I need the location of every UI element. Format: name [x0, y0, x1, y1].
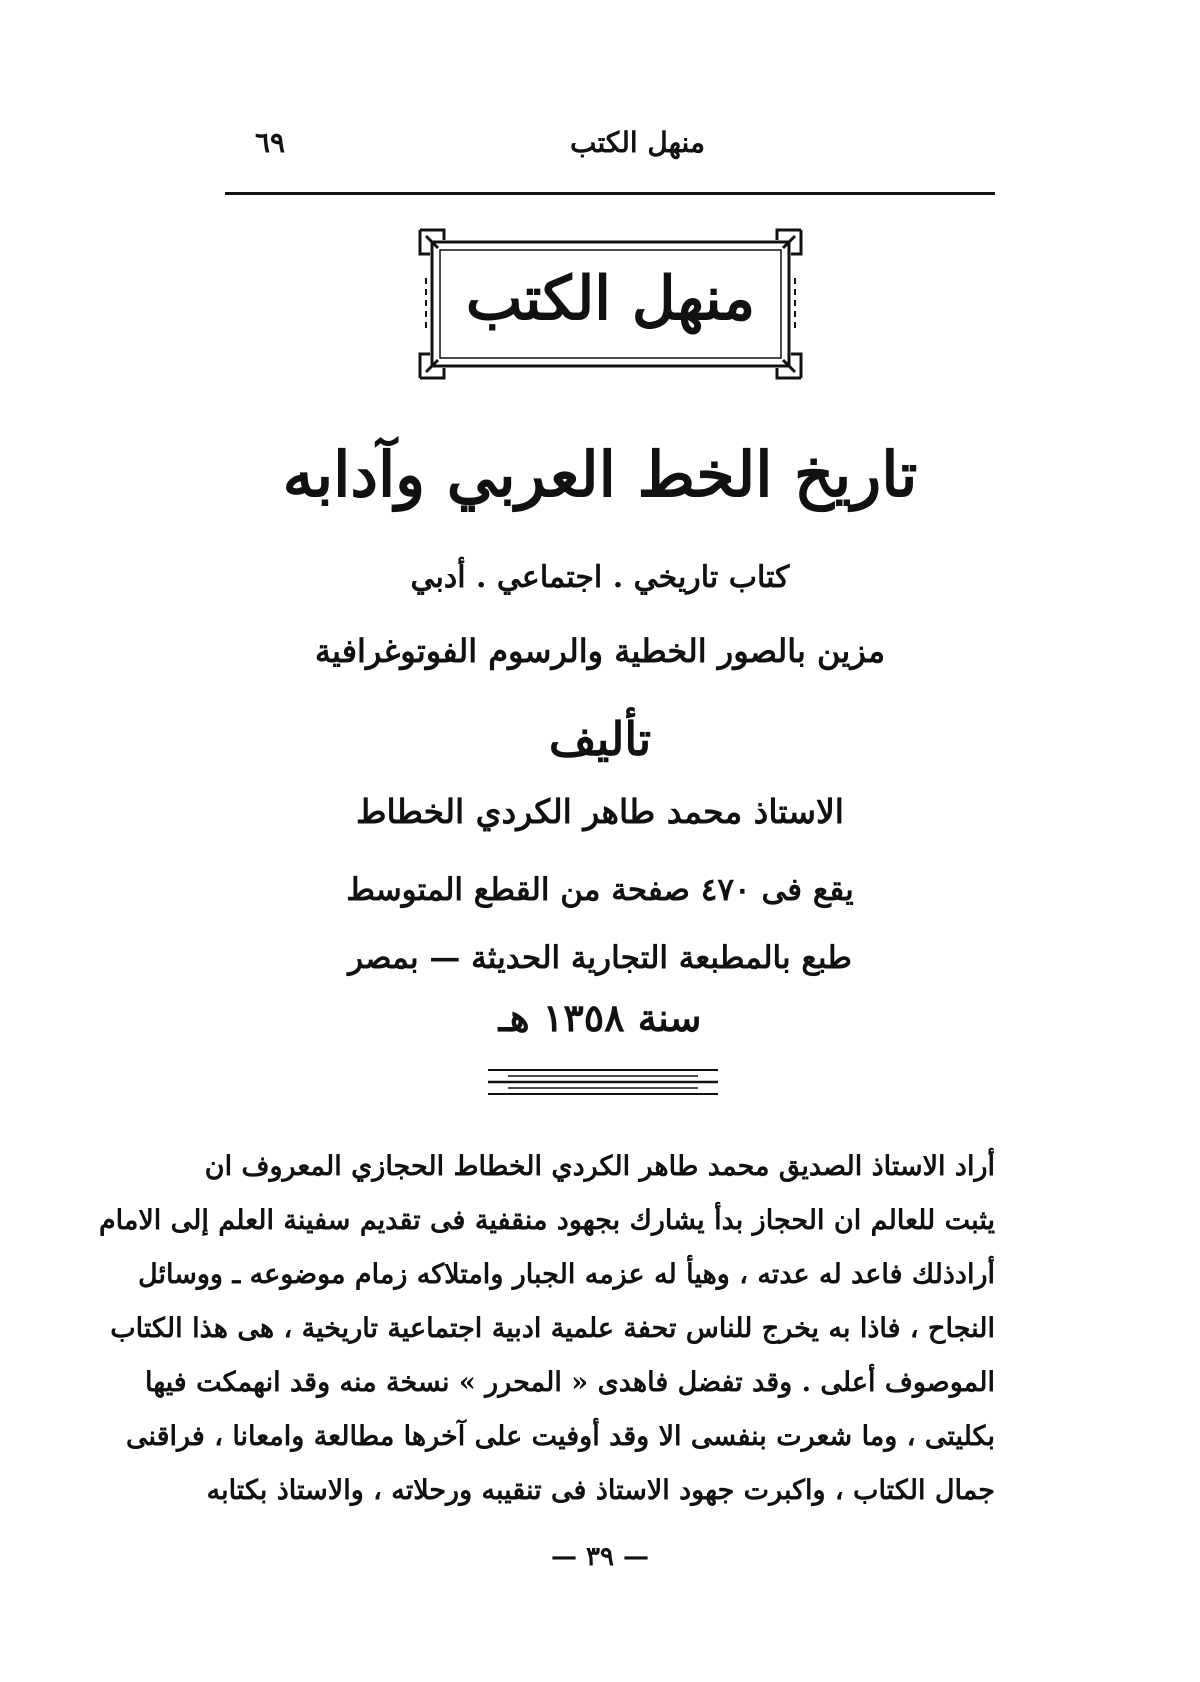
paragraph-line: أراد الاستاذ الصديق محمد طاهر الكردي الخطاط الحجازي المعروف ان: [204, 1151, 995, 1182]
title-box-text: منهل الكتب: [465, 264, 756, 334]
paragraph-line: يثبت للعالم ان الحجاز بدأ يشارك بجهود منقفية فى تقديم سفينة العلم إلى الامام: [98, 1205, 995, 1236]
title-box: [418, 228, 803, 380]
running-header-page-ref: ٦٩: [255, 126, 286, 159]
paragraph-line: أرادذلك فاعد له عدته ، وهيأ له عزمه الجبار وامتلاكه زمام موضوعه ـ ووسائل: [138, 1259, 995, 1290]
publication-year: سنة ١٣٥٨ هـ: [498, 995, 702, 1040]
paragraph-line: النجاح ، فاذا به يخرج للناس تحفة علمية ادبية اجتماعية تاريخية ، هى هذا الكتاب: [110, 1313, 995, 1344]
header-rule: [225, 192, 995, 195]
running-header: [225, 118, 995, 178]
paragraph-line: جمال الكتاب ، واكبرت جهود الاستاذ فى تنقيبه ورحلاته ، والاستاذ بكتابه: [206, 1475, 995, 1506]
paragraph-line: بكليتى ، وما شعرت بنفسى الا وقد أوفيت على آخرها مطالعة وامعانا ، فراقنى: [125, 1421, 995, 1452]
authorship-label: تأليف: [548, 712, 652, 766]
review-paragraph: [98, 1140, 995, 1518]
page-number: — ٣٩ —: [550, 1542, 650, 1572]
section-divider-icon: [488, 1066, 718, 1096]
page-count-line: يقع فى ٤٧٠ صفحة من القطع المتوسط: [346, 872, 854, 908]
printer-line: طبع بالمطبعة التجارية الحديثة — بمصر: [348, 940, 852, 976]
author-name: الاستاذ محمد طاهر الكردي الخطاط: [356, 792, 844, 831]
book-subtitle: كتاب تاريخي . اجتماعي . أدبي: [410, 560, 790, 595]
book-decoration-line: مزين بالصور الخطية والرسوم الفوتوغرافية: [314, 632, 886, 670]
paragraph-line: الموصوف أعلى . وقد تفضل فاهدى « المحرر » نسخة منه وقد انهمكت فيها: [144, 1367, 995, 1398]
running-header-title: منهل الكتب: [569, 126, 705, 159]
book-main-title: تاريخ الخط العربي وآدابه: [282, 438, 918, 511]
